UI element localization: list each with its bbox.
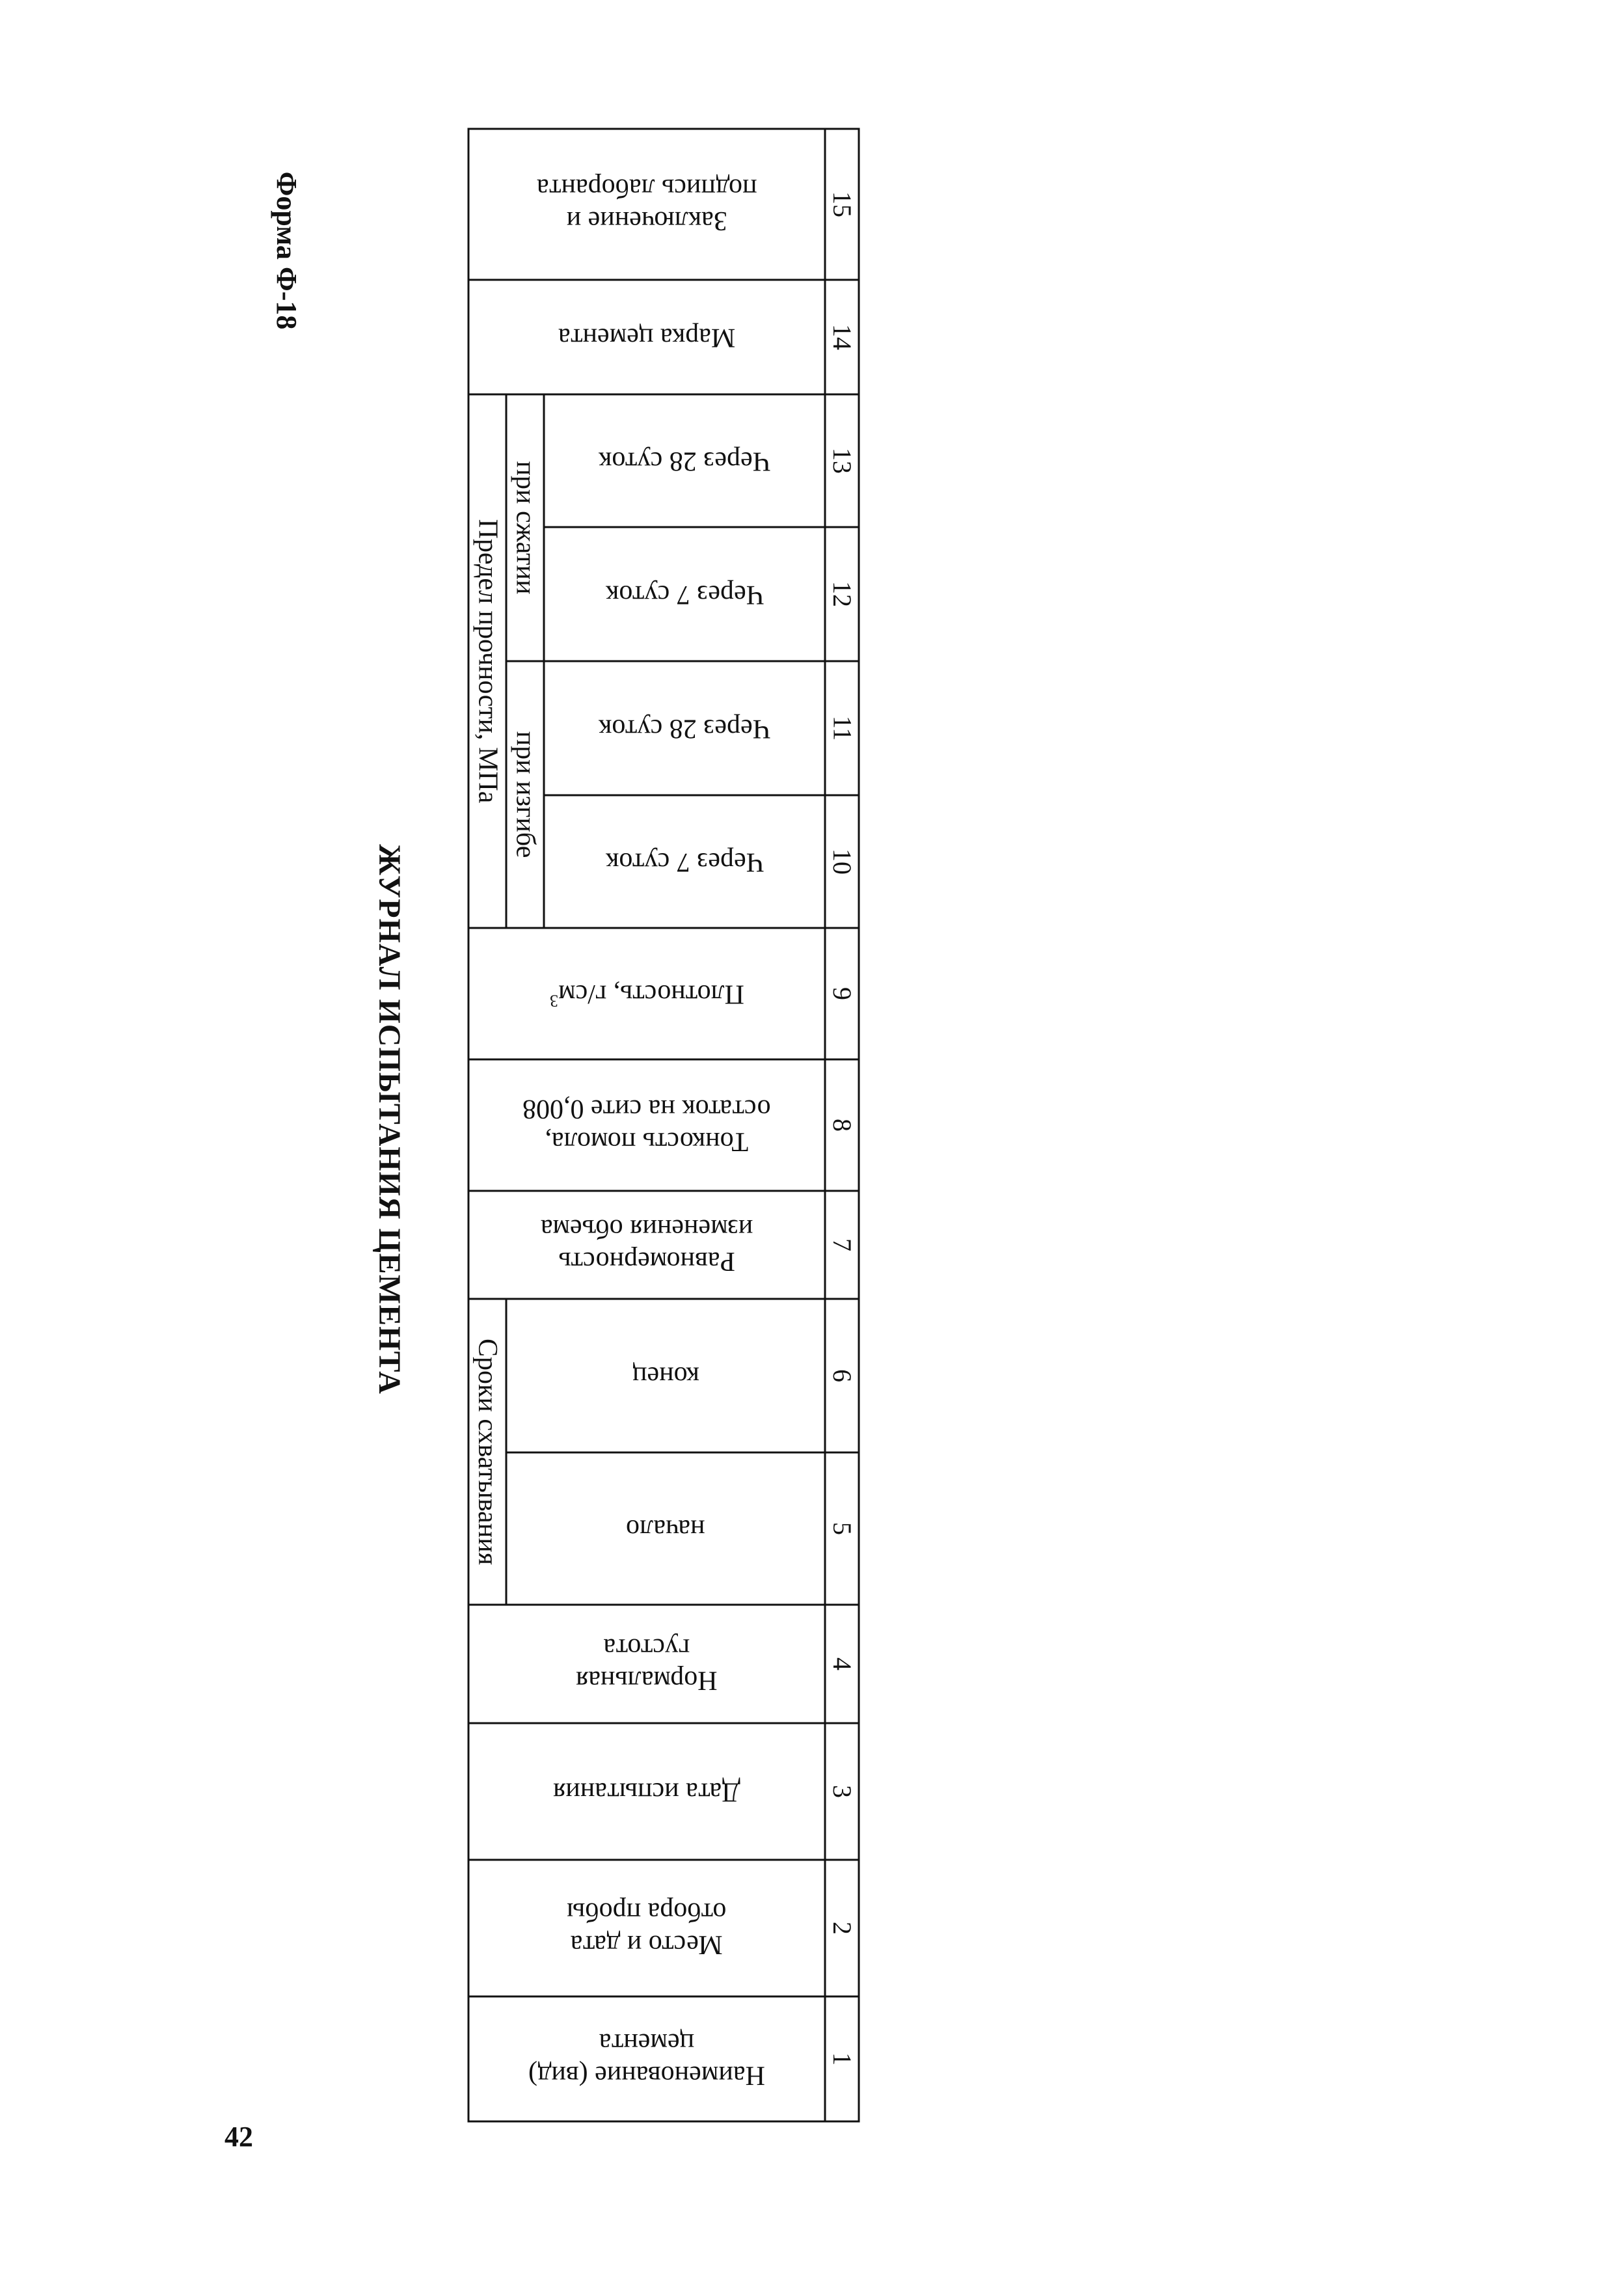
col-number-14: 14: [828, 324, 857, 350]
subgroup-bending: при изгибе: [510, 731, 540, 858]
group-setting-time: Сроки схватывания: [472, 1338, 502, 1566]
col-number-2: 2: [828, 1922, 857, 1935]
header-col-4: Нормальная густота: [576, 1633, 718, 1696]
subgroup-compression: при сжатии: [510, 461, 541, 595]
header-col-3: Дата испытания: [553, 1777, 740, 1807]
form-label: Форма Ф-18: [271, 171, 303, 330]
header-col-8: Тонкость помола, остаток на сите 0,008: [522, 1095, 771, 1157]
col-number-13: 13: [828, 448, 857, 474]
journal-title: ЖУРНАЛ ИСПЫТАНИЯ ЦЕМЕНТА: [372, 844, 407, 1395]
col-number-1: 1: [828, 2052, 857, 2065]
page-number: 42: [224, 2121, 253, 2153]
header-col-13: Через 28 суток: [599, 446, 770, 476]
superscript-3: 3: [549, 991, 558, 1011]
header-col-6: конец: [632, 1361, 699, 1391]
col-number-6: 6: [828, 1369, 857, 1382]
col-number-12: 12: [828, 581, 857, 607]
table-grid-extra: [468, 129, 859, 2121]
header-col-15: Заключение и подпись лаборанта: [536, 174, 757, 236]
header-col-9: Плотность, $г/см^3$: [549, 979, 744, 1011]
header-col-14: Марка цемента: [558, 322, 736, 353]
col-number-7: 7: [828, 1238, 857, 1251]
header-col-7: Равномерность изменения объема: [540, 1214, 753, 1277]
group-strength: Предел прочности, МПа: [472, 519, 502, 804]
header-col-1: Наименование (вид) цемента: [528, 2028, 765, 2091]
header-col-5: начало: [626, 1514, 705, 1544]
col-number-5: 5: [828, 1522, 857, 1535]
journal-table: [468, 129, 859, 2121]
header-col-2: Место и дата отбора пробы: [567, 1898, 727, 1960]
col-number-3: 3: [828, 1785, 857, 1798]
col-number-9: 9: [828, 987, 857, 1000]
col-number-10: 10: [828, 849, 857, 875]
col-number-15: 15: [828, 191, 857, 217]
col-number-4: 4: [828, 1657, 857, 1670]
col-number-8: 8: [828, 1119, 857, 1132]
header-col-10: Через 7 суток: [605, 847, 764, 877]
col-number-11: 11: [827, 715, 857, 741]
header-col-12: Через 7 суток: [605, 579, 764, 610]
header-col-11: Через 28 суток: [599, 713, 770, 744]
